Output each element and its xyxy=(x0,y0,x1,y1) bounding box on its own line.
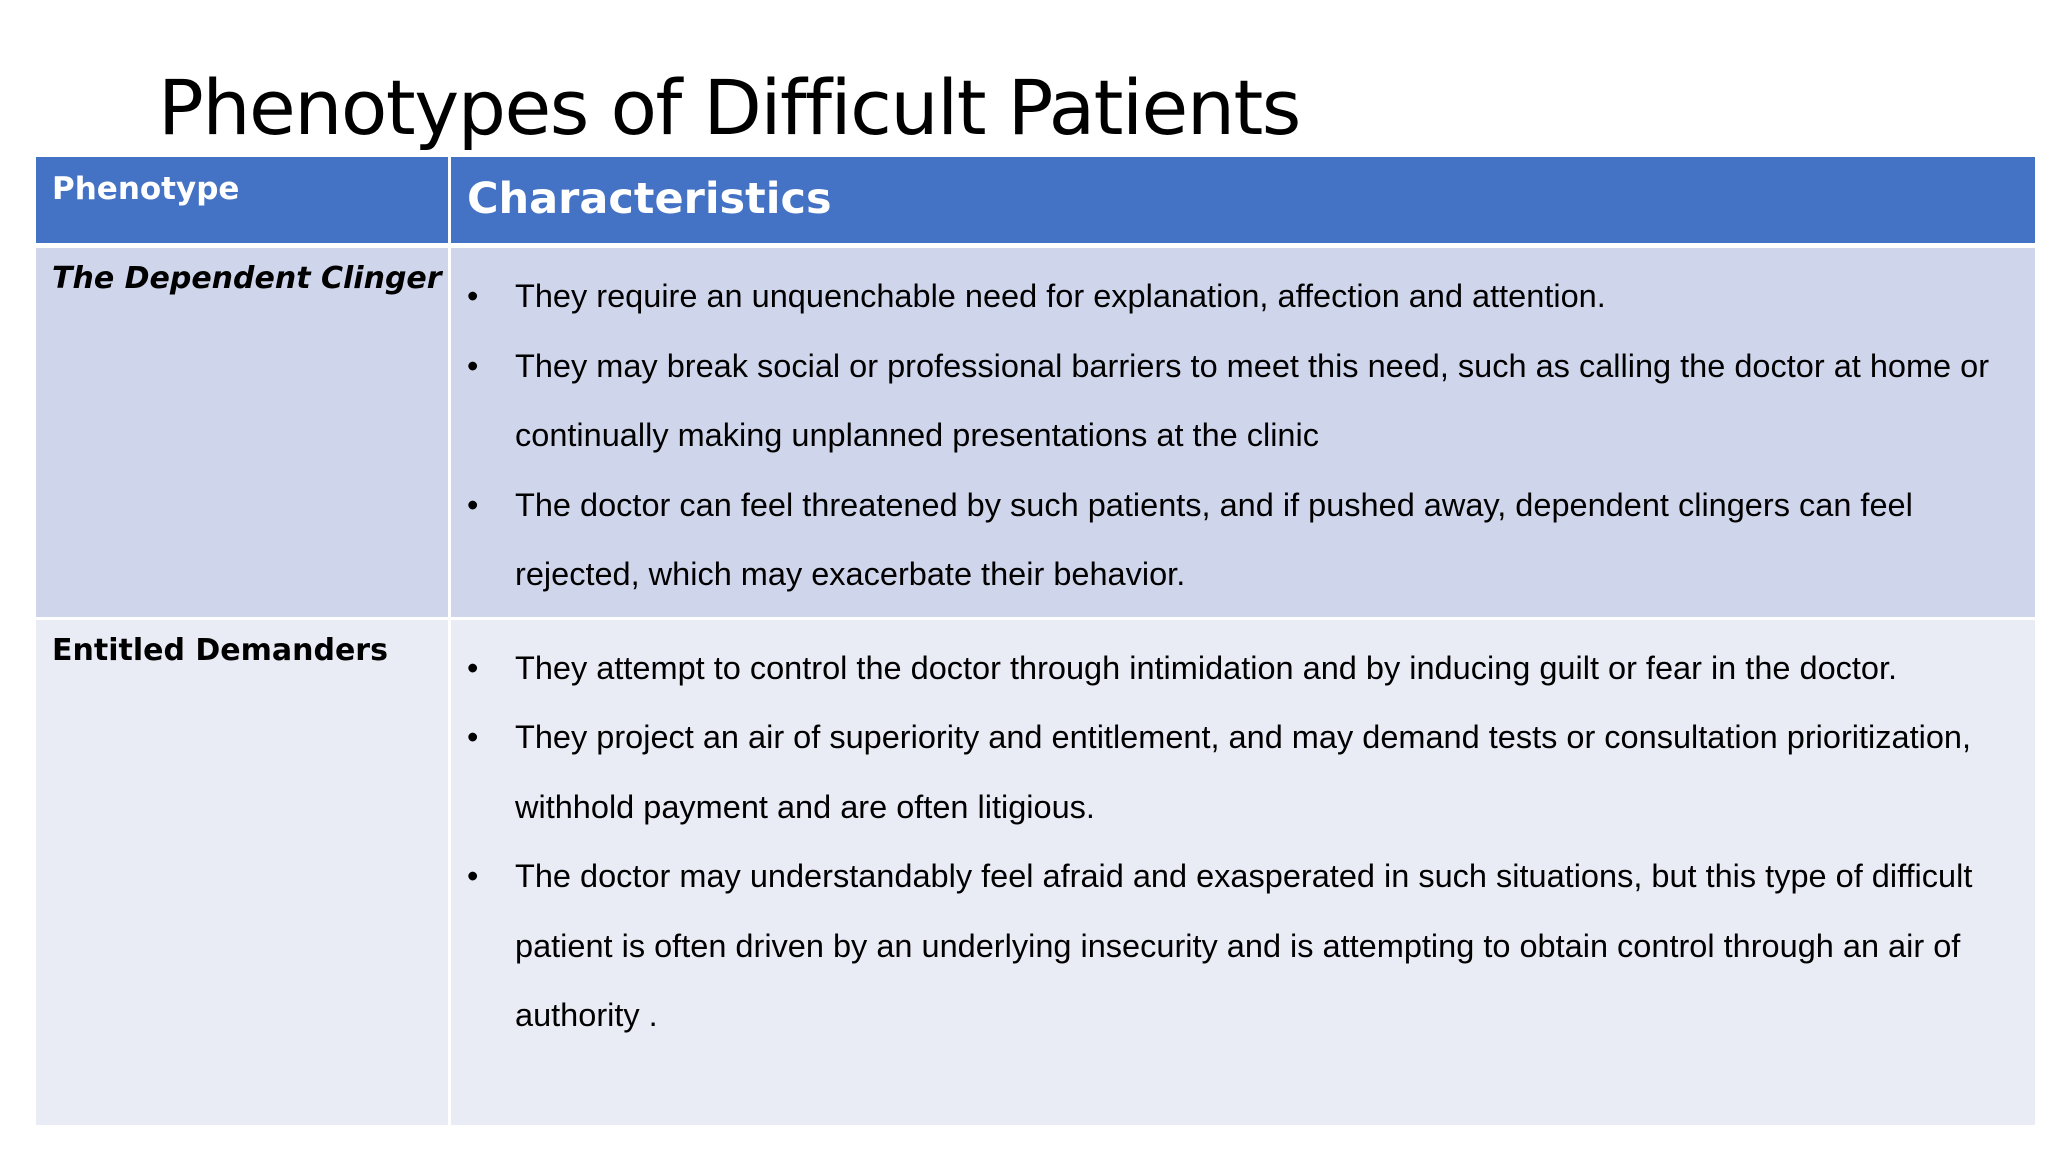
table-header-row xyxy=(36,157,2035,248)
table-row-dependent-clinger xyxy=(36,248,2035,620)
characteristic-text: The doctor may understandably feel afraid and exasperated in such situations, but this type of difficult patient is often driven by an underlying insecurity and is attempting to obtain control through an air of authority . xyxy=(515,858,1973,1034)
characteristic-item xyxy=(451,262,2015,332)
characteristic-item xyxy=(451,332,2015,471)
phenotype-cell xyxy=(36,620,451,1125)
bullet-icon: • xyxy=(467,486,479,523)
slide-title: Phenotypes of Difficult Patients xyxy=(158,63,1300,152)
characteristic-text: The doctor can feel threatened by such patients, and if pushed away, dependent clingers can feel rejected, which may exacerbate their behavior. xyxy=(515,486,1913,592)
bullet-icon: • xyxy=(467,719,479,756)
characteristics-cell xyxy=(451,248,2035,620)
bullet-icon: • xyxy=(467,649,479,686)
phenotype-name: The Dependent Clinger xyxy=(52,261,442,296)
characteristic-item xyxy=(451,842,2015,1051)
column-header-characteristics xyxy=(451,157,2035,248)
column-header-phenotype-label: Phenotype xyxy=(52,171,240,207)
table-row-entitled-demanders xyxy=(36,620,2035,1125)
phenotype-table xyxy=(36,157,2035,1125)
characteristics-list xyxy=(451,248,2035,610)
characteristic-item xyxy=(451,703,2015,842)
characteristic-item xyxy=(451,471,2015,610)
characteristic-text: They may break social or professional barriers to meet this need, such as calling the doctor at home or continually making unplanned presentations at the clinic xyxy=(515,347,1990,453)
column-header-phenotype xyxy=(36,157,451,248)
phenotype-cell xyxy=(36,248,451,620)
bullet-icon: • xyxy=(467,347,479,384)
characteristic-item xyxy=(451,634,2015,704)
characteristic-text: They attempt to control the doctor through intimidation and by inducing guilt or fear in the doctor. xyxy=(515,649,1898,686)
characteristic-text: They require an unquenchable need for explanation, affection and attention. xyxy=(515,278,1606,314)
characteristics-cell xyxy=(451,620,2035,1125)
bullet-icon: • xyxy=(467,278,479,314)
phenotype-name: Entitled Demanders xyxy=(52,632,388,668)
bullet-icon: • xyxy=(467,858,479,895)
characteristic-text: They project an air of superiority and entitlement, and may demand tests or consultation prioritization, withhold payment and are often litigious. xyxy=(515,719,1972,825)
characteristics-list xyxy=(451,620,2035,1051)
column-header-characteristics-label: Characteristics xyxy=(467,174,832,224)
